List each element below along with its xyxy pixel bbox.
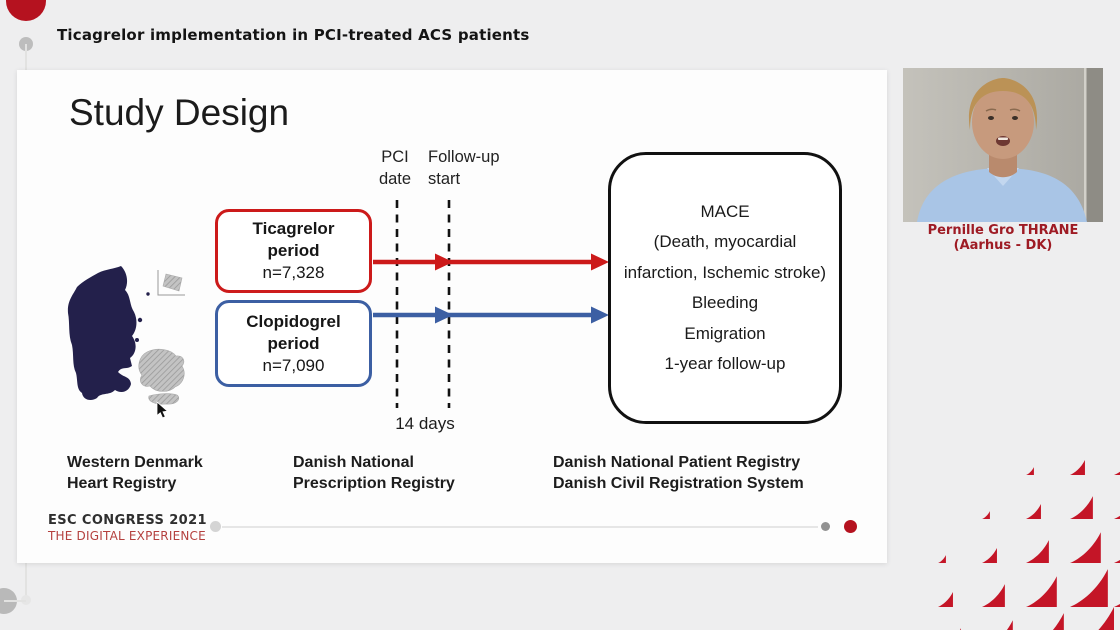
wall-shadow-band xyxy=(1087,68,1104,222)
bornholm-inset xyxy=(158,270,185,295)
ticagrelor-cohort-box xyxy=(215,209,372,293)
outcome-line: MACE xyxy=(700,201,750,221)
registry-label-patient-civil xyxy=(553,452,804,494)
wall-trim xyxy=(1084,68,1087,222)
denmark-map xyxy=(35,252,195,427)
clopidogrel-arrow xyxy=(373,307,609,324)
cohort-name: Ticagrelor xyxy=(252,219,335,238)
cohort-n: n=7,328 xyxy=(262,263,325,282)
outcomes-box xyxy=(608,152,842,424)
cohort-name: Clopidogrel xyxy=(246,311,341,331)
outcome-line: infarction, Ischemic stroke) xyxy=(623,262,827,282)
speaker-name: Pernille Gro THRANE xyxy=(927,223,1079,238)
esc-sail-pattern xyxy=(938,440,1120,630)
pci-date-line2: date xyxy=(378,170,412,188)
small-island xyxy=(135,338,139,342)
ticagrelor-arrow xyxy=(373,254,609,271)
jutland-shape xyxy=(68,266,137,400)
session-marker-red-circle xyxy=(6,0,46,21)
progress-previous-dot[interactable] xyxy=(821,522,830,531)
registry-line: Heart Registry xyxy=(67,475,177,492)
speaker-portrait xyxy=(903,68,1103,222)
followup-line2: start xyxy=(428,170,461,188)
outcome-line: Bleeding xyxy=(691,293,759,312)
progress-start-dot[interactable] xyxy=(210,521,221,532)
outcome-line: (Death, myocardial xyxy=(653,232,797,251)
fourteen-days-label: 14 days xyxy=(395,414,455,433)
outcome-line: Emigration xyxy=(684,323,766,343)
speaker-location: (Aarhus - DK) xyxy=(953,238,1053,253)
clopidogrel-cohort-box xyxy=(215,300,372,387)
registry-label-prescription xyxy=(293,452,455,494)
timeline-horizontal-connector xyxy=(4,600,26,602)
esc-logo-line2: THE DIGITAL EXPERIENCE xyxy=(48,529,206,543)
slide-canvas xyxy=(17,70,887,563)
registry-label-western-denmark xyxy=(67,452,203,494)
small-island xyxy=(146,292,149,295)
slide-title: Study Design xyxy=(69,92,290,133)
registry-line: Danish Civil Registration System xyxy=(553,475,804,492)
registry-line: Western Denmark xyxy=(67,454,203,471)
pci-date-line1: PCI xyxy=(381,148,409,166)
followup-line1: Follow-up xyxy=(428,148,500,166)
cohort-name2: period xyxy=(267,333,320,353)
speaker-video-thumbnail[interactable] xyxy=(903,68,1103,222)
registry-line: Danish National Patient Registry xyxy=(553,454,801,471)
cohort-n: n=7,090 xyxy=(262,355,325,375)
small-island xyxy=(138,318,142,322)
esc-congress-logo xyxy=(48,513,207,543)
zealand-shape xyxy=(139,349,184,391)
cohort-name2: period xyxy=(267,241,320,260)
slide-progress-track[interactable] xyxy=(222,526,818,528)
outcome-line: 1-year follow-up xyxy=(664,354,786,373)
presentation-title: Ticagrelor implementation in PCI-treated ACS patients xyxy=(57,26,530,44)
lolland-shape xyxy=(149,394,179,405)
registry-line: Prescription Registry xyxy=(293,475,455,492)
progress-current-handle[interactable] xyxy=(844,520,857,533)
registry-line: Danish National xyxy=(293,454,414,471)
esc-logo-line1: ESC CONGRESS 2021 xyxy=(48,513,207,528)
speaker-name-caption xyxy=(903,223,1103,253)
